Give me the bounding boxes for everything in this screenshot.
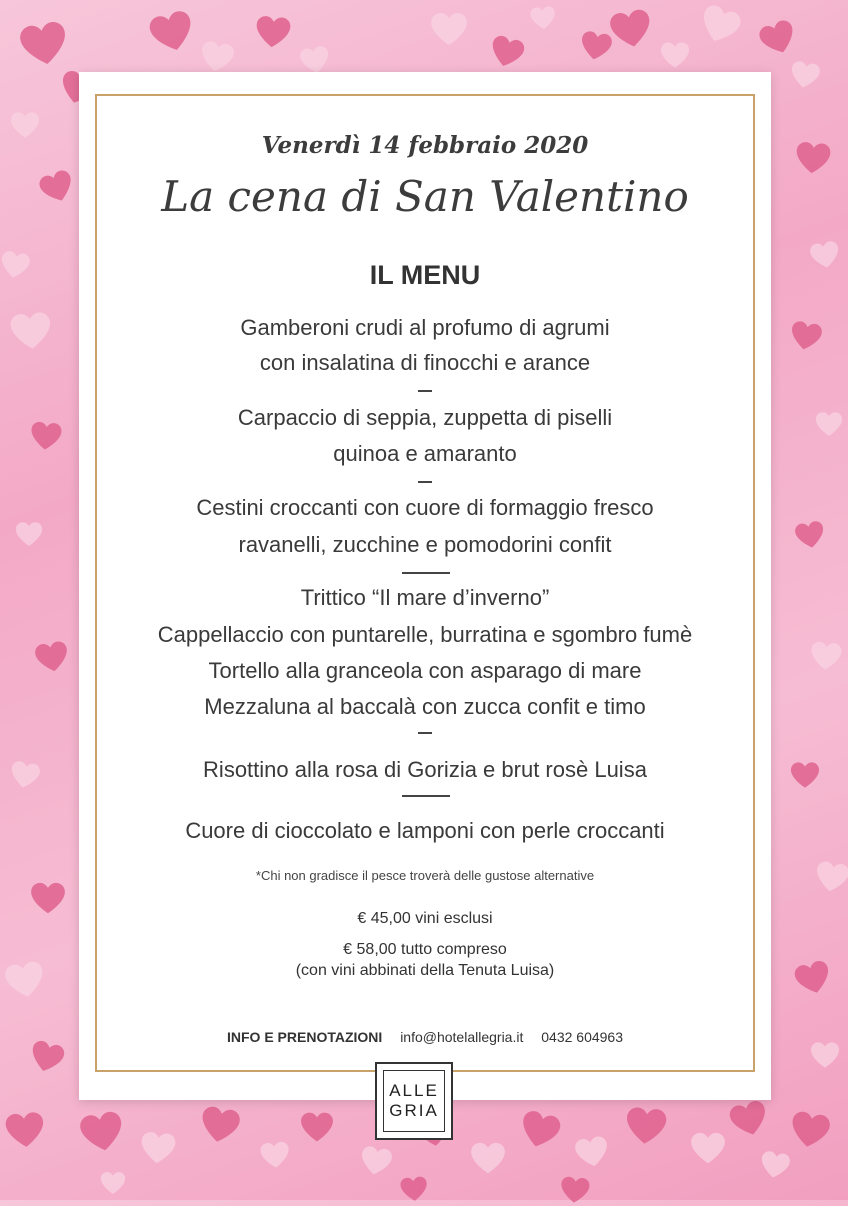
heart-icon: [32, 637, 71, 676]
heart-icon: [790, 760, 820, 790]
heart-icon: [77, 1107, 128, 1158]
heart-icon: [690, 1130, 726, 1166]
heart-icon: [300, 1110, 334, 1144]
heart-icon: [793, 138, 832, 177]
course-separator: [418, 481, 432, 483]
heart-icon: [529, 4, 557, 32]
price-included-detail: (con vini abbinati della Tenuta Luisa): [295, 962, 555, 979]
heart-icon: [577, 27, 614, 64]
heart-icon: [16, 16, 72, 72]
course-separator: [418, 390, 432, 392]
info-label: INFO E PRENOTAZIONI: [226, 1029, 383, 1045]
heart-icon: [35, 165, 79, 209]
heart-icon: [516, 1106, 565, 1155]
heart-icon: [486, 31, 528, 73]
heart-icon: [808, 238, 843, 273]
heart-icon: [3, 1108, 46, 1151]
heart-icon: [8, 308, 54, 354]
heart-icon: [572, 1132, 611, 1171]
heart-icon: [10, 110, 40, 140]
heart-icon: [8, 758, 43, 793]
course-separator: [402, 795, 450, 797]
menu-line: Gamberoni crudi al profumo di agrumi: [240, 315, 610, 340]
menu-line: ravanelli, zucchine e pomodorini confit: [238, 532, 612, 557]
heart-icon: [197, 37, 236, 76]
event-date: Venerdì 14 febbraio 2020: [261, 132, 589, 159]
heart-icon: [809, 639, 844, 674]
heart-icon: [788, 58, 823, 93]
info-phone[interactable]: 0432 604963: [541, 1029, 624, 1045]
heart-icon: [29, 419, 64, 454]
menu-line: Cuore di cioccolato e lamponi con perle croccanti: [185, 818, 665, 843]
menu-line: quinoa e amaranto: [333, 441, 517, 466]
heart-icon: [0, 248, 32, 283]
heart-icon: [660, 40, 690, 70]
price-wines-excluded: € 45,00 vini esclusi: [357, 910, 493, 927]
heart-icon: [787, 317, 824, 354]
heart-icon: [357, 1142, 394, 1179]
event-title: La cena di San Valentino: [161, 172, 689, 221]
heart-icon: [607, 5, 656, 54]
menu-line: Carpaccio di seppia, zuppetta di piselli: [237, 405, 613, 430]
heart-icon: [15, 520, 43, 548]
heart-icon: [2, 957, 48, 1003]
menu-line: Trittico “Il mare d’inverno”: [300, 585, 550, 610]
course-separator: [418, 732, 432, 734]
heart-icon: [623, 1103, 669, 1149]
heart-icon: [787, 1107, 833, 1153]
heart-icon: [197, 1102, 243, 1148]
price-all-included: € 58,00 tutto compreso: [343, 941, 507, 958]
heart-icon: [430, 10, 468, 48]
heart-icon: [470, 1140, 506, 1176]
logo-inner-frame: [383, 1070, 445, 1132]
info-email[interactable]: info@hotelallegria.it: [400, 1029, 524, 1045]
logo-line-2: GRIA: [389, 1101, 439, 1120]
heart-icon: [793, 518, 828, 553]
heart-icon: [812, 857, 848, 896]
menu-line: Mezzaluna al baccalà con zucca confit e timo: [204, 694, 646, 719]
course-separator: [402, 572, 450, 574]
info-bar: [79, 1029, 771, 1045]
heart-icon: [100, 1170, 126, 1196]
heart-icon: [758, 1148, 793, 1183]
heart-icon: [726, 1096, 773, 1143]
menu-card: [79, 72, 771, 1120]
menu-line: Tortello alla granceola con asparago di mare: [208, 658, 642, 683]
heart-icon: [810, 1040, 840, 1070]
heart-icon: [253, 12, 292, 51]
heart-icon: [755, 15, 801, 61]
heart-icon: [791, 956, 835, 1000]
heart-icon: [138, 1128, 177, 1167]
logo-line-1: ALLE: [389, 1081, 439, 1100]
heart-icon: [259, 1139, 292, 1172]
menu-line: Cappellaccio con puntarelle, burratina e sgombro fumè: [157, 622, 693, 647]
heart-icon: [815, 410, 843, 438]
heart-icon: [26, 1036, 68, 1078]
heart-icon: [145, 5, 199, 59]
allegria-logo: [375, 1062, 453, 1140]
menu-line: Cestini croccanti con cuore di formaggio fresco: [196, 495, 654, 520]
menu-line: Risottino alla rosa di Gorizia e brut rosè Luisa: [203, 757, 647, 782]
menu-line: con insalatina di finocchi e arance: [259, 350, 591, 375]
heart-icon: [30, 880, 66, 916]
fish-alternative-note: *Chi non gradisce il pesce troverà delle gustose alternative: [255, 868, 595, 883]
heart-icon: [694, 0, 745, 51]
menu-heading: IL MENU: [369, 260, 481, 290]
heart-icon: [559, 1174, 592, 1206]
